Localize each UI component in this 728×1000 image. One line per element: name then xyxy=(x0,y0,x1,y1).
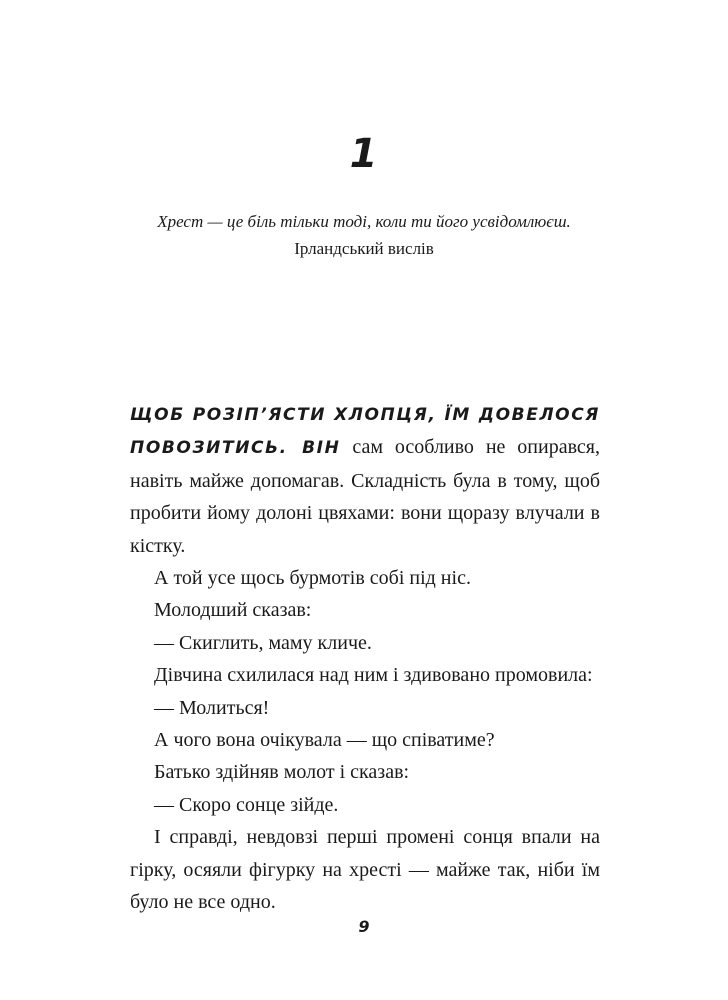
epigraph xyxy=(0,208,728,262)
epigraph-quote: Хрест — це біль тільки тоді, коли ти його усвідомлюєш. xyxy=(157,212,571,231)
paragraph: Молодший сказав: xyxy=(154,599,312,622)
dialogue-line: — Скоро сонце зійде. xyxy=(154,793,339,816)
dialogue-line: — Молиться! xyxy=(154,696,270,719)
paragraph-1 xyxy=(130,398,600,562)
dialogue-line: — Скиглить, маму кличе. xyxy=(154,631,372,654)
paragraph: А той усе щось бурмотів собі під ніс. xyxy=(154,567,471,590)
paragraph: А чого вона очікувала — що співатиме? xyxy=(154,729,495,752)
epigraph-source: Ірландський вислів xyxy=(294,239,434,258)
chapter-number: 1 xyxy=(349,131,379,177)
paragraph: І справді, невдовзі перші промені сонця впали на гірку, осяяли фігурку на хресті — майже так, ніби їм було не все одно. xyxy=(130,826,600,914)
paragraph: Дівчина схилилася над ним і здивовано промовила: xyxy=(154,664,593,687)
paragraph: Батько здійняв молот і сказав: xyxy=(154,761,410,784)
page-number: 9 xyxy=(358,917,370,936)
paragraph-1-text: сам особливо не опирався, навіть майже допомагав. Складність була в тому, щоб пробити йому долоні цвяхами: вони щоразу влучали в кістку. xyxy=(130,436,600,557)
lead-caps-text: ЩОБ РОЗІП’ЯСТИ ХЛОПЦЯ, ЇМ ДОВЕЛОСЯ ПОВОЗИТИСЬ. ВІН xyxy=(130,405,600,459)
chapter-body xyxy=(130,398,600,919)
